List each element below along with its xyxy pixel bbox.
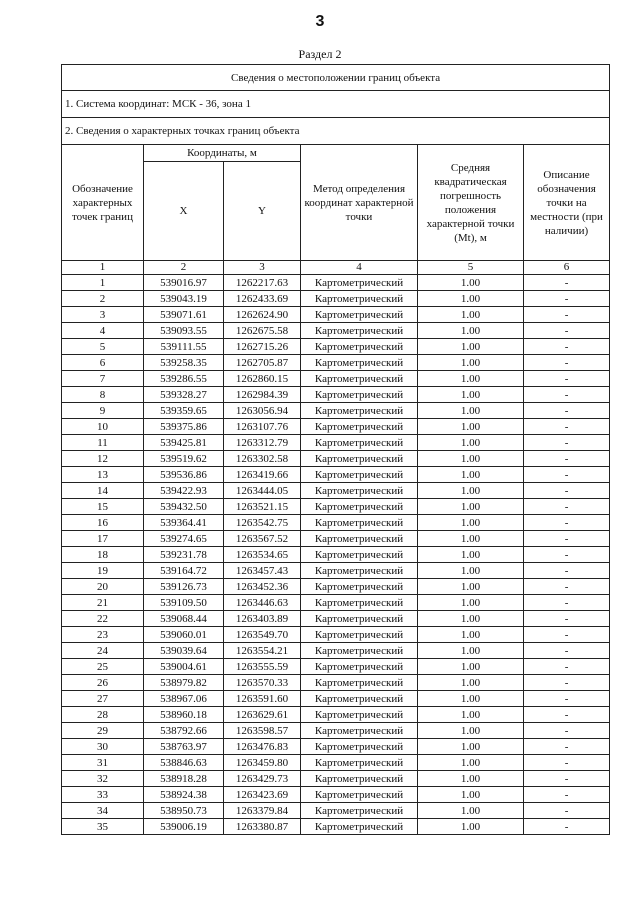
- point-number-cell: 35: [62, 819, 144, 835]
- x-coord-cell: 539432.50: [144, 499, 224, 515]
- method-cell: Картометрический: [301, 803, 418, 819]
- method-cell: Картометрический: [301, 675, 418, 691]
- y-coord-cell: 1263555.59: [224, 659, 301, 675]
- header-description: Описание обозначения точки на местности (при наличии): [524, 145, 610, 261]
- x-coord-cell: 539364.41: [144, 515, 224, 531]
- y-coord-cell: 1263459.80: [224, 755, 301, 771]
- y-coord-cell: 1262624.90: [224, 307, 301, 323]
- description-cell: -: [524, 819, 610, 835]
- y-coord-cell: 1263419.66: [224, 467, 301, 483]
- point-number-cell: 19: [62, 563, 144, 579]
- point-number-cell: 33: [62, 787, 144, 803]
- description-cell: -: [524, 419, 610, 435]
- table-row: [62, 787, 610, 803]
- point-number-cell: 27: [62, 691, 144, 707]
- table-row: [62, 355, 610, 371]
- table-row: [62, 563, 610, 579]
- table-row: [62, 451, 610, 467]
- method-cell: Картометрический: [301, 707, 418, 723]
- accuracy-cell: 1.00: [418, 611, 524, 627]
- y-coord-cell: 1262715.26: [224, 339, 301, 355]
- header-point-designation: Обозначение характерных точек границ: [62, 145, 144, 261]
- point-number-cell: 14: [62, 483, 144, 499]
- accuracy-cell: 1.00: [418, 595, 524, 611]
- point-number-cell: 15: [62, 499, 144, 515]
- column-number: 6: [524, 261, 610, 275]
- accuracy-cell: 1.00: [418, 819, 524, 835]
- accuracy-cell: 1.00: [418, 723, 524, 739]
- accuracy-cell: 1.00: [418, 531, 524, 547]
- x-coord-cell: 539093.55: [144, 323, 224, 339]
- table-row: [62, 723, 610, 739]
- y-coord-cell: 1263429.73: [224, 771, 301, 787]
- method-cell: Картометрический: [301, 275, 418, 291]
- accuracy-cell: 1.00: [418, 339, 524, 355]
- method-cell: Картометрический: [301, 387, 418, 403]
- accuracy-cell: 1.00: [418, 771, 524, 787]
- y-coord-cell: 1263379.84: [224, 803, 301, 819]
- method-cell: Картометрический: [301, 355, 418, 371]
- method-cell: Картометрический: [301, 627, 418, 643]
- table-row: [62, 371, 610, 387]
- point-number-cell: 11: [62, 435, 144, 451]
- y-coord-cell: 1263302.58: [224, 451, 301, 467]
- description-cell: -: [524, 627, 610, 643]
- point-number-cell: 20: [62, 579, 144, 595]
- table-row: [62, 755, 610, 771]
- section-label: Раздел 2: [298, 47, 342, 61]
- description-cell: -: [524, 355, 610, 371]
- point-number-cell: 18: [62, 547, 144, 563]
- accuracy-cell: 1.00: [418, 739, 524, 755]
- table-row: [62, 819, 610, 835]
- point-number-cell: 7: [62, 371, 144, 387]
- method-cell: Картометрический: [301, 787, 418, 803]
- point-number-cell: 17: [62, 531, 144, 547]
- method-cell: Картометрический: [301, 755, 418, 771]
- y-coord-cell: 1263629.61: [224, 707, 301, 723]
- column-number: 2: [144, 261, 224, 275]
- method-cell: Картометрический: [301, 723, 418, 739]
- x-coord-cell: 538979.82: [144, 675, 224, 691]
- accuracy-cell: 1.00: [418, 451, 524, 467]
- y-coord-cell: 1263591.60: [224, 691, 301, 707]
- y-coord-cell: 1263312.79: [224, 435, 301, 451]
- table-row: [62, 643, 610, 659]
- method-cell: Картометрический: [301, 515, 418, 531]
- description-cell: -: [524, 339, 610, 355]
- description-cell: -: [524, 579, 610, 595]
- x-coord-cell: 538960.18: [144, 707, 224, 723]
- table-title: Сведения о местоположении границ объекта: [62, 65, 610, 91]
- table-row: [62, 435, 610, 451]
- page-number: 3: [315, 13, 325, 30]
- x-coord-cell: 538792.66: [144, 723, 224, 739]
- method-cell: Картометрический: [301, 563, 418, 579]
- accuracy-cell: 1.00: [418, 435, 524, 451]
- table-row: [62, 467, 610, 483]
- description-cell: -: [524, 483, 610, 499]
- accuracy-cell: 1.00: [418, 547, 524, 563]
- table-row: [62, 739, 610, 755]
- x-coord-cell: 538763.97: [144, 739, 224, 755]
- method-cell: Картометрический: [301, 547, 418, 563]
- description-cell: -: [524, 595, 610, 611]
- x-coord-cell: 539536.86: [144, 467, 224, 483]
- coord-system-line: 1. Система координат: МСК - 36, зона 1: [62, 91, 610, 118]
- description-cell: -: [524, 531, 610, 547]
- method-cell: Картометрический: [301, 643, 418, 659]
- table-row: [62, 339, 610, 355]
- description-cell: -: [524, 723, 610, 739]
- table-row: [62, 579, 610, 595]
- point-number-cell: 8: [62, 387, 144, 403]
- description-cell: -: [524, 307, 610, 323]
- x-coord-cell: 539016.97: [144, 275, 224, 291]
- x-coord-cell: 539126.73: [144, 579, 224, 595]
- description-cell: -: [524, 547, 610, 563]
- method-cell: Картометрический: [301, 419, 418, 435]
- point-number-cell: 30: [62, 739, 144, 755]
- point-number-cell: 3: [62, 307, 144, 323]
- point-number-cell: 5: [62, 339, 144, 355]
- table-row: [62, 499, 610, 515]
- point-number-cell: 6: [62, 355, 144, 371]
- table-row: [62, 387, 610, 403]
- method-cell: Картометрический: [301, 579, 418, 595]
- point-number-cell: 22: [62, 611, 144, 627]
- x-coord-cell: 538918.28: [144, 771, 224, 787]
- accuracy-cell: 1.00: [418, 291, 524, 307]
- description-cell: -: [524, 515, 610, 531]
- description-cell: -: [524, 387, 610, 403]
- y-coord-cell: 1262433.69: [224, 291, 301, 307]
- y-coord-cell: 1263446.63: [224, 595, 301, 611]
- method-cell: Картометрический: [301, 739, 418, 755]
- accuracy-cell: 1.00: [418, 579, 524, 595]
- y-coord-cell: 1263567.52: [224, 531, 301, 547]
- point-number-cell: 26: [62, 675, 144, 691]
- method-cell: Картометрический: [301, 659, 418, 675]
- method-cell: Картометрический: [301, 691, 418, 707]
- method-cell: Картометрический: [301, 771, 418, 787]
- accuracy-cell: 1.00: [418, 803, 524, 819]
- x-coord-cell: 539111.55: [144, 339, 224, 355]
- description-cell: -: [524, 499, 610, 515]
- y-coord-cell: 1262217.63: [224, 275, 301, 291]
- table-row: [62, 307, 610, 323]
- header-x: X: [144, 162, 224, 261]
- table-row: [62, 595, 610, 611]
- description-cell: -: [524, 611, 610, 627]
- point-number-cell: 25: [62, 659, 144, 675]
- table-row: [62, 659, 610, 675]
- accuracy-cell: 1.00: [418, 563, 524, 579]
- accuracy-cell: 1.00: [418, 403, 524, 419]
- x-coord-cell: 539068.44: [144, 611, 224, 627]
- y-coord-cell: 1263056.94: [224, 403, 301, 419]
- point-number-cell: 31: [62, 755, 144, 771]
- accuracy-cell: 1.00: [418, 515, 524, 531]
- point-number-cell: 4: [62, 323, 144, 339]
- column-number: 1: [62, 261, 144, 275]
- description-cell: -: [524, 467, 610, 483]
- boundary-points-table: [61, 64, 610, 835]
- description-cell: -: [524, 659, 610, 675]
- description-cell: -: [524, 787, 610, 803]
- table-row: [62, 707, 610, 723]
- point-number-cell: 34: [62, 803, 144, 819]
- y-coord-cell: 1263403.89: [224, 611, 301, 627]
- accuracy-cell: 1.00: [418, 467, 524, 483]
- x-coord-cell: 539375.86: [144, 419, 224, 435]
- x-coord-cell: 539039.64: [144, 643, 224, 659]
- description-cell: -: [524, 739, 610, 755]
- point-number-cell: 13: [62, 467, 144, 483]
- accuracy-cell: 1.00: [418, 659, 524, 675]
- x-coord-cell: 538950.73: [144, 803, 224, 819]
- table-row: [62, 291, 610, 307]
- description-cell: -: [524, 323, 610, 339]
- x-coord-cell: 539519.62: [144, 451, 224, 467]
- x-coord-cell: 539004.61: [144, 659, 224, 675]
- header-y: Y: [224, 162, 301, 261]
- table-row: [62, 483, 610, 499]
- description-cell: -: [524, 691, 610, 707]
- point-number-cell: 12: [62, 451, 144, 467]
- table-row: [62, 403, 610, 419]
- column-number: 3: [224, 261, 301, 275]
- method-cell: Картометрический: [301, 531, 418, 547]
- method-cell: Картометрический: [301, 291, 418, 307]
- method-cell: Картометрический: [301, 323, 418, 339]
- accuracy-cell: 1.00: [418, 755, 524, 771]
- header-accuracy: Средняя квадратическая погрешность положения характерной точки (Mt), м: [418, 145, 524, 261]
- x-coord-cell: 539043.19: [144, 291, 224, 307]
- method-cell: Картометрический: [301, 339, 418, 355]
- x-coord-cell: 539286.55: [144, 371, 224, 387]
- description-cell: -: [524, 803, 610, 819]
- header-method: Метод определения координат характерной точки: [301, 145, 418, 261]
- accuracy-cell: 1.00: [418, 707, 524, 723]
- accuracy-cell: 1.00: [418, 275, 524, 291]
- y-coord-cell: 1263598.57: [224, 723, 301, 739]
- table-row: [62, 803, 610, 819]
- accuracy-cell: 1.00: [418, 371, 524, 387]
- point-number-cell: 10: [62, 419, 144, 435]
- table-row: [62, 323, 610, 339]
- point-number-cell: 21: [62, 595, 144, 611]
- point-number-cell: 2: [62, 291, 144, 307]
- accuracy-cell: 1.00: [418, 419, 524, 435]
- column-number-row: [62, 261, 610, 275]
- y-coord-cell: 1263521.15: [224, 499, 301, 515]
- method-cell: Картометрический: [301, 467, 418, 483]
- y-coord-cell: 1262860.15: [224, 371, 301, 387]
- accuracy-cell: 1.00: [418, 387, 524, 403]
- description-cell: -: [524, 403, 610, 419]
- y-coord-cell: 1262675.58: [224, 323, 301, 339]
- x-coord-cell: 539060.01: [144, 627, 224, 643]
- y-coord-cell: 1263534.65: [224, 547, 301, 563]
- x-coord-cell: 539071.61: [144, 307, 224, 323]
- y-coord-cell: 1263444.05: [224, 483, 301, 499]
- y-coord-cell: 1262984.39: [224, 387, 301, 403]
- method-cell: Картометрический: [301, 499, 418, 515]
- description-cell: -: [524, 371, 610, 387]
- y-coord-cell: 1263549.70: [224, 627, 301, 643]
- table-row: [62, 515, 610, 531]
- x-coord-cell: 539006.19: [144, 819, 224, 835]
- x-coord-cell: 539422.93: [144, 483, 224, 499]
- table-row: [62, 771, 610, 787]
- y-coord-cell: 1263457.43: [224, 563, 301, 579]
- point-number-cell: 16: [62, 515, 144, 531]
- method-cell: Картометрический: [301, 307, 418, 323]
- column-number: 5: [418, 261, 524, 275]
- x-coord-cell: 538967.06: [144, 691, 224, 707]
- table-row: [62, 691, 610, 707]
- accuracy-cell: 1.00: [418, 627, 524, 643]
- method-cell: Картометрический: [301, 403, 418, 419]
- point-number-cell: 29: [62, 723, 144, 739]
- accuracy-cell: 1.00: [418, 643, 524, 659]
- description-cell: -: [524, 435, 610, 451]
- point-number-cell: 28: [62, 707, 144, 723]
- description-cell: -: [524, 707, 610, 723]
- description-cell: -: [524, 563, 610, 579]
- accuracy-cell: 1.00: [418, 787, 524, 803]
- description-cell: -: [524, 291, 610, 307]
- method-cell: Картометрический: [301, 595, 418, 611]
- description-cell: -: [524, 771, 610, 787]
- method-cell: Картометрический: [301, 371, 418, 387]
- table-row: [62, 275, 610, 291]
- y-coord-cell: 1263542.75: [224, 515, 301, 531]
- accuracy-cell: 1.00: [418, 499, 524, 515]
- column-number: 4: [301, 261, 418, 275]
- accuracy-cell: 1.00: [418, 323, 524, 339]
- description-cell: -: [524, 643, 610, 659]
- x-coord-cell: 539231.78: [144, 547, 224, 563]
- table-row: [62, 627, 610, 643]
- description-cell: -: [524, 451, 610, 467]
- table-row: [62, 531, 610, 547]
- x-coord-cell: 539164.72: [144, 563, 224, 579]
- y-coord-cell: 1262705.87: [224, 355, 301, 371]
- accuracy-cell: 1.00: [418, 691, 524, 707]
- y-coord-cell: 1263476.83: [224, 739, 301, 755]
- y-coord-cell: 1263380.87: [224, 819, 301, 835]
- x-coord-cell: 539425.81: [144, 435, 224, 451]
- point-number-cell: 9: [62, 403, 144, 419]
- point-number-cell: 23: [62, 627, 144, 643]
- y-coord-cell: 1263107.76: [224, 419, 301, 435]
- method-cell: Картометрический: [301, 611, 418, 627]
- accuracy-cell: 1.00: [418, 307, 524, 323]
- method-cell: Картометрический: [301, 451, 418, 467]
- x-coord-cell: 539274.65: [144, 531, 224, 547]
- table-row: [62, 419, 610, 435]
- table-row: [62, 675, 610, 691]
- header-coordinates: Координаты, м: [144, 145, 301, 162]
- point-number-cell: 1: [62, 275, 144, 291]
- method-cell: Картометрический: [301, 483, 418, 499]
- table-row: [62, 611, 610, 627]
- point-number-cell: 32: [62, 771, 144, 787]
- y-coord-cell: 1263554.21: [224, 643, 301, 659]
- x-coord-cell: 539328.27: [144, 387, 224, 403]
- x-coord-cell: 538846.63: [144, 755, 224, 771]
- point-number-cell: 24: [62, 643, 144, 659]
- y-coord-cell: 1263423.69: [224, 787, 301, 803]
- method-cell: Картометрический: [301, 819, 418, 835]
- description-cell: -: [524, 275, 610, 291]
- x-coord-cell: 539359.65: [144, 403, 224, 419]
- x-coord-cell: 538924.38: [144, 787, 224, 803]
- table-row: [62, 547, 610, 563]
- description-cell: -: [524, 755, 610, 771]
- x-coord-cell: 539258.35: [144, 355, 224, 371]
- points-heading: 2. Сведения о характерных точках границ объекта: [62, 118, 610, 145]
- accuracy-cell: 1.00: [418, 483, 524, 499]
- y-coord-cell: 1263570.33: [224, 675, 301, 691]
- accuracy-cell: 1.00: [418, 355, 524, 371]
- description-cell: -: [524, 675, 610, 691]
- method-cell: Картометрический: [301, 435, 418, 451]
- x-coord-cell: 539109.50: [144, 595, 224, 611]
- accuracy-cell: 1.00: [418, 675, 524, 691]
- y-coord-cell: 1263452.36: [224, 579, 301, 595]
